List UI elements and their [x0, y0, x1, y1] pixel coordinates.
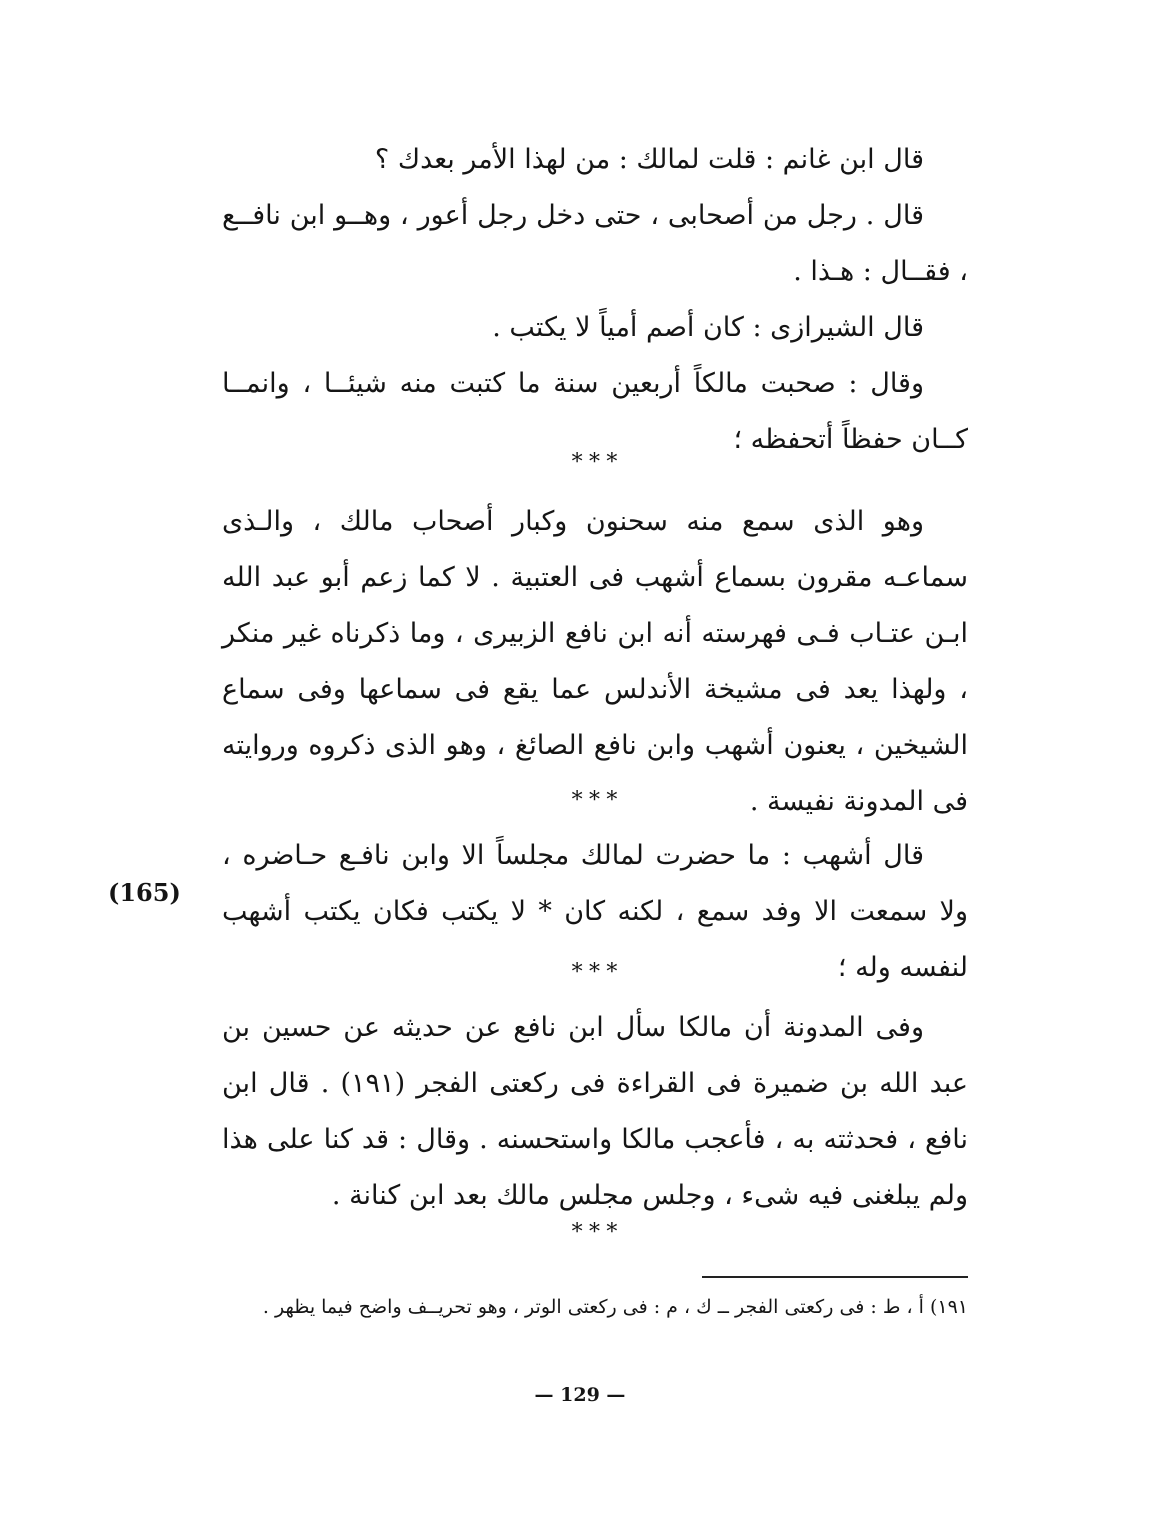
- paragraph-6: قال أشهب : ما حضرت لمالك مجلساً الا وابن نافـع حـاضره ، ولا سمعت الا وفد سمع ، لكنه كان * لا يكتب فكان يكتب أشهب لنفسه وله ؛: [222, 840, 968, 983]
- page-number: — 129 —: [534, 1384, 626, 1406]
- text-section-4: [222, 1000, 968, 1224]
- section-separator-2: * * *: [571, 788, 619, 813]
- paragraph-5: وهو الذى سمع منه سحنون وكبار أصحاب مالك ، والـذى سماعـه مقرون بسماع أشهب فى العتبية . لا كما زعم أبو عبد الله ابـن عتـاب فـى فهرسته أنه ابن نافع الزبيرى ، وما ذكرناه غير منكر ، ولهذا يعد فى مشيخة الأندلس عما يقع فى سماعها وفى سماع الشيخين ، يعنون أشهب وابن نافع الصائغ ، وهو الذى ذكروه وروايته فى المدونة نفيسة .: [222, 506, 968, 817]
- text-section-2: [222, 494, 968, 830]
- paragraph-1: قال ابن غانم : قلت لمالك : من لهذا الأمر بعدك ؟: [374, 144, 924, 175]
- paragraph-2: قال . رجل من أصحابى ، حتى دخل رجل أعور ، وهــو ابن نافــع ، فقــال : هـذا .: [222, 200, 968, 287]
- section-separator-4: * * *: [571, 1220, 619, 1245]
- paragraph-3: قال الشيرازى : كان أصم أمياً لا يكتب .: [492, 312, 924, 343]
- section-separator-1: * * *: [571, 450, 619, 475]
- margin-reference-number: (165): [108, 878, 181, 907]
- footnote: ١٩١) أ ، ط : فى ركعتى الفجر ــ ك ، م : فى ركعتى الوتر ، وهو تحريــف واضح فيما يظهر .: [262, 1296, 968, 1318]
- paragraph-7: وفى المدونة أن مالكا سأل ابن نافع عن حديثه عن حسين بن عبد الله بن ضميرة فى القراءة فى ركعتى الفجر (١٩١) . قال ابن نافع ، فحدثته به ، فأعجب مالكا واستحسنه . وقال : قد كنا على هذا ولم يبلغنى فيه شىء ، وجلس مجلس مالك بعد ابن كنانة .: [222, 1012, 969, 1211]
- section-separator-3: * * *: [571, 960, 619, 985]
- text-section-1: [222, 132, 968, 468]
- footnote-divider: [702, 1276, 968, 1278]
- paragraph-4: وقال : صحبت مالكاً أربعين سنة ما كتبت منه شيئــا ، وانمــا كــان حفظاً أتحفظه ؛: [222, 368, 968, 455]
